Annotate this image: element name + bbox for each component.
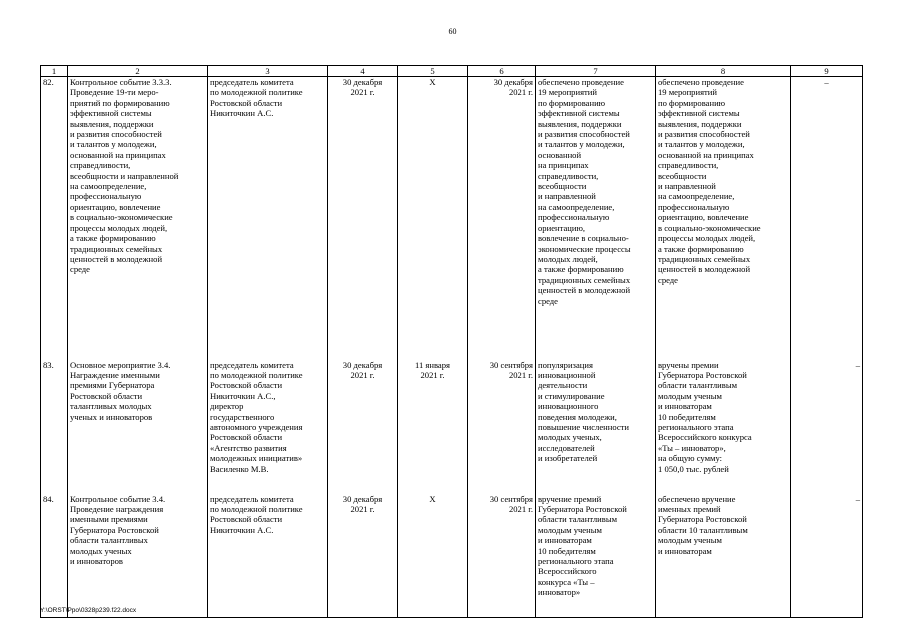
reason: – (791, 494, 863, 618)
column-number-row (41, 66, 863, 77)
planned-result: вручение премий Губернатора Ростовской области талантливым молодым ученым и инноваторам 10 победителям регионального этапа Всероссийского конкурса «Ты – инноватор» (536, 494, 656, 618)
fact-start-date: X (398, 77, 468, 360)
page-number: 60 (448, 27, 457, 36)
row-number: 83. (41, 360, 68, 494)
report-table (40, 65, 863, 618)
responsible-person: председатель комитета по молодежной политике Ростовской области Никиточкин А.С. (208, 494, 328, 618)
actual-result: вручены премии Губернатора Ростовской области талантливым молодым ученым и инноваторам 10 победителям регионального этапа Всероссийского конкурса «Ты – инноватор», на общую сумму: 1 050,0 тыс. рублей (656, 360, 791, 494)
row-number: 82. (41, 77, 68, 360)
column-header: 8 (656, 66, 791, 77)
plan-date: 30 декабря 2021 г. (328, 360, 398, 494)
planned-result: популяризация инновационной деятельности и стимулирование инновационного поведения молодежи, повышение численности молодых ученых, исследователей и изобретателей (536, 360, 656, 494)
column-header: 2 (68, 66, 208, 77)
column-header: 1 (41, 66, 68, 77)
column-header: 5 (398, 66, 468, 77)
column-header: 7 (536, 66, 656, 77)
responsible-person: председатель комитета по молодежной политике Ростовской области Никиточкин А.С. (208, 77, 328, 360)
planned-result: обеспечено проведение 19 мероприятий по формированию эффективной системы выявления, поддержки и развития способностей и талантов у молодежи, основанной на принципах справедливости, всеобщности и направленной на самоопределение, профессиональную ориентацию, вовлечение в социально- экономические процессы молодых людей, а также формированию традиционных семейных ценностей в молодежной среде (536, 77, 656, 360)
fact-end-date: 30 сентября 2021 г. (468, 360, 536, 494)
table-row (41, 77, 863, 360)
actual-result: обеспечено вручение именных премий Губернатора Ростовской области 10 талантливым молодым ученым и инноваторам (656, 494, 791, 618)
table-row (41, 360, 863, 494)
column-header: 4 (328, 66, 398, 77)
event-name: Контрольное событие 3.3.3. Проведение 19-ти меро- приятий по формированию эффективной системы выявления, поддержки и развития способностей и талантов у молодежи, основанной на принципах справедливости, всеобщности и направленной на самоопределение, профессиональную ориентацию, вовлечение в социально-экономические процессы молодых людей, а также формированию традиционных семейных ценностей в молодежной среде (68, 77, 208, 360)
fact-end-date: 30 сентября 2021 г. (468, 494, 536, 618)
plan-date: 30 декабря 2021 г. (328, 77, 398, 360)
fact-start-date: X (398, 494, 468, 618)
event-name: Основное мероприятие 3.4. Награждение именными премиями Губернатора Ростовской области талантливых молодых ученых и инноваторов (68, 360, 208, 494)
row-number: 84. (41, 494, 68, 618)
event-name: Контрольное событие 3.4. Проведение награждения именными премиями Губернатора Ростовской области талантливых молодых ученых и инноваторов (68, 494, 208, 618)
reason: – (791, 360, 863, 494)
column-header: 9 (791, 66, 863, 77)
file-path-footer: Y:\ORST\Ppo\0328p239.f22.docx (40, 607, 137, 614)
responsible-person: председатель комитета по молодежной политике Ростовской области Никиточкин А.С., директор государственного автономного учреждения Ростовской области «Агентство развития молодежных инициатив» Василенко М.В. (208, 360, 328, 494)
column-header: 3 (208, 66, 328, 77)
plan-date: 30 декабря 2021 г. (328, 494, 398, 618)
actual-result: обеспечено проведение 19 мероприятий по формированию эффективной системы выявления, поддержки и развития способностей и талантов у молодежи, основанной на принципах справедливости, всеобщности и направленной на самоопределение, профессиональную ориентацию, вовлечение в социально-экономические процессы молодых людей, а также формированию традиционных семейных ценностей в молодежной среде (656, 77, 791, 360)
table-row (41, 494, 863, 618)
column-header: 6 (468, 66, 536, 77)
reason: – (791, 77, 863, 360)
fact-start-date: 11 января 2021 г. (398, 360, 468, 494)
fact-end-date: 30 декабря 2021 г. (468, 77, 536, 360)
